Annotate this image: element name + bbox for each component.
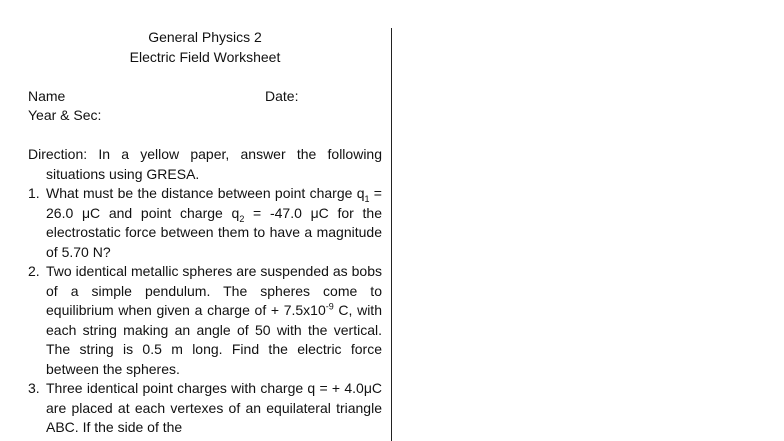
direction-text: Direction: In a yellow paper, answer the following situations using GRESA. [28,146,382,182]
question-1 [28,184,382,262]
question-2 [28,262,382,379]
name-date-row [28,87,382,107]
question-number: 1. [28,185,40,201]
worksheet-title: Electric Field Worksheet [129,48,281,65]
question-number: 2. [28,263,40,279]
year-sec-row [28,106,382,126]
question-number: 3. [28,380,40,396]
date-label: Date: [265,87,299,104]
student-info [28,87,382,126]
question-text: Two identical metallic spheres are suspended as bobs of a simple pendulum. The spheres come to equilibrium when given a charge of + $7.5x10^{-9}$ C, with each string making an angle of 50 with the vertical. The string is 0.5 m long. Find the electric force between the spheres. [46,263,382,377]
year-sec-label: Year & Sec: [28,107,102,123]
left-column [28,28,382,438]
name-label: Name [28,87,66,104]
course-title: General Physics 2 [148,29,262,45]
question-text: What must be the distance between point charge $q_1 = 26.0$ μC and point charge $q_2 = -47.0$ μC for the electrostatic force between them to have a magnitude of 5.70 N? [46,185,382,260]
question-3 [28,379,382,438]
column-divider [391,28,392,441]
question-text: Three identical point charges with charge q = + 4.0μC are placed at each vertexes of an equilateral triangle ABC. If the side of the [46,380,382,435]
